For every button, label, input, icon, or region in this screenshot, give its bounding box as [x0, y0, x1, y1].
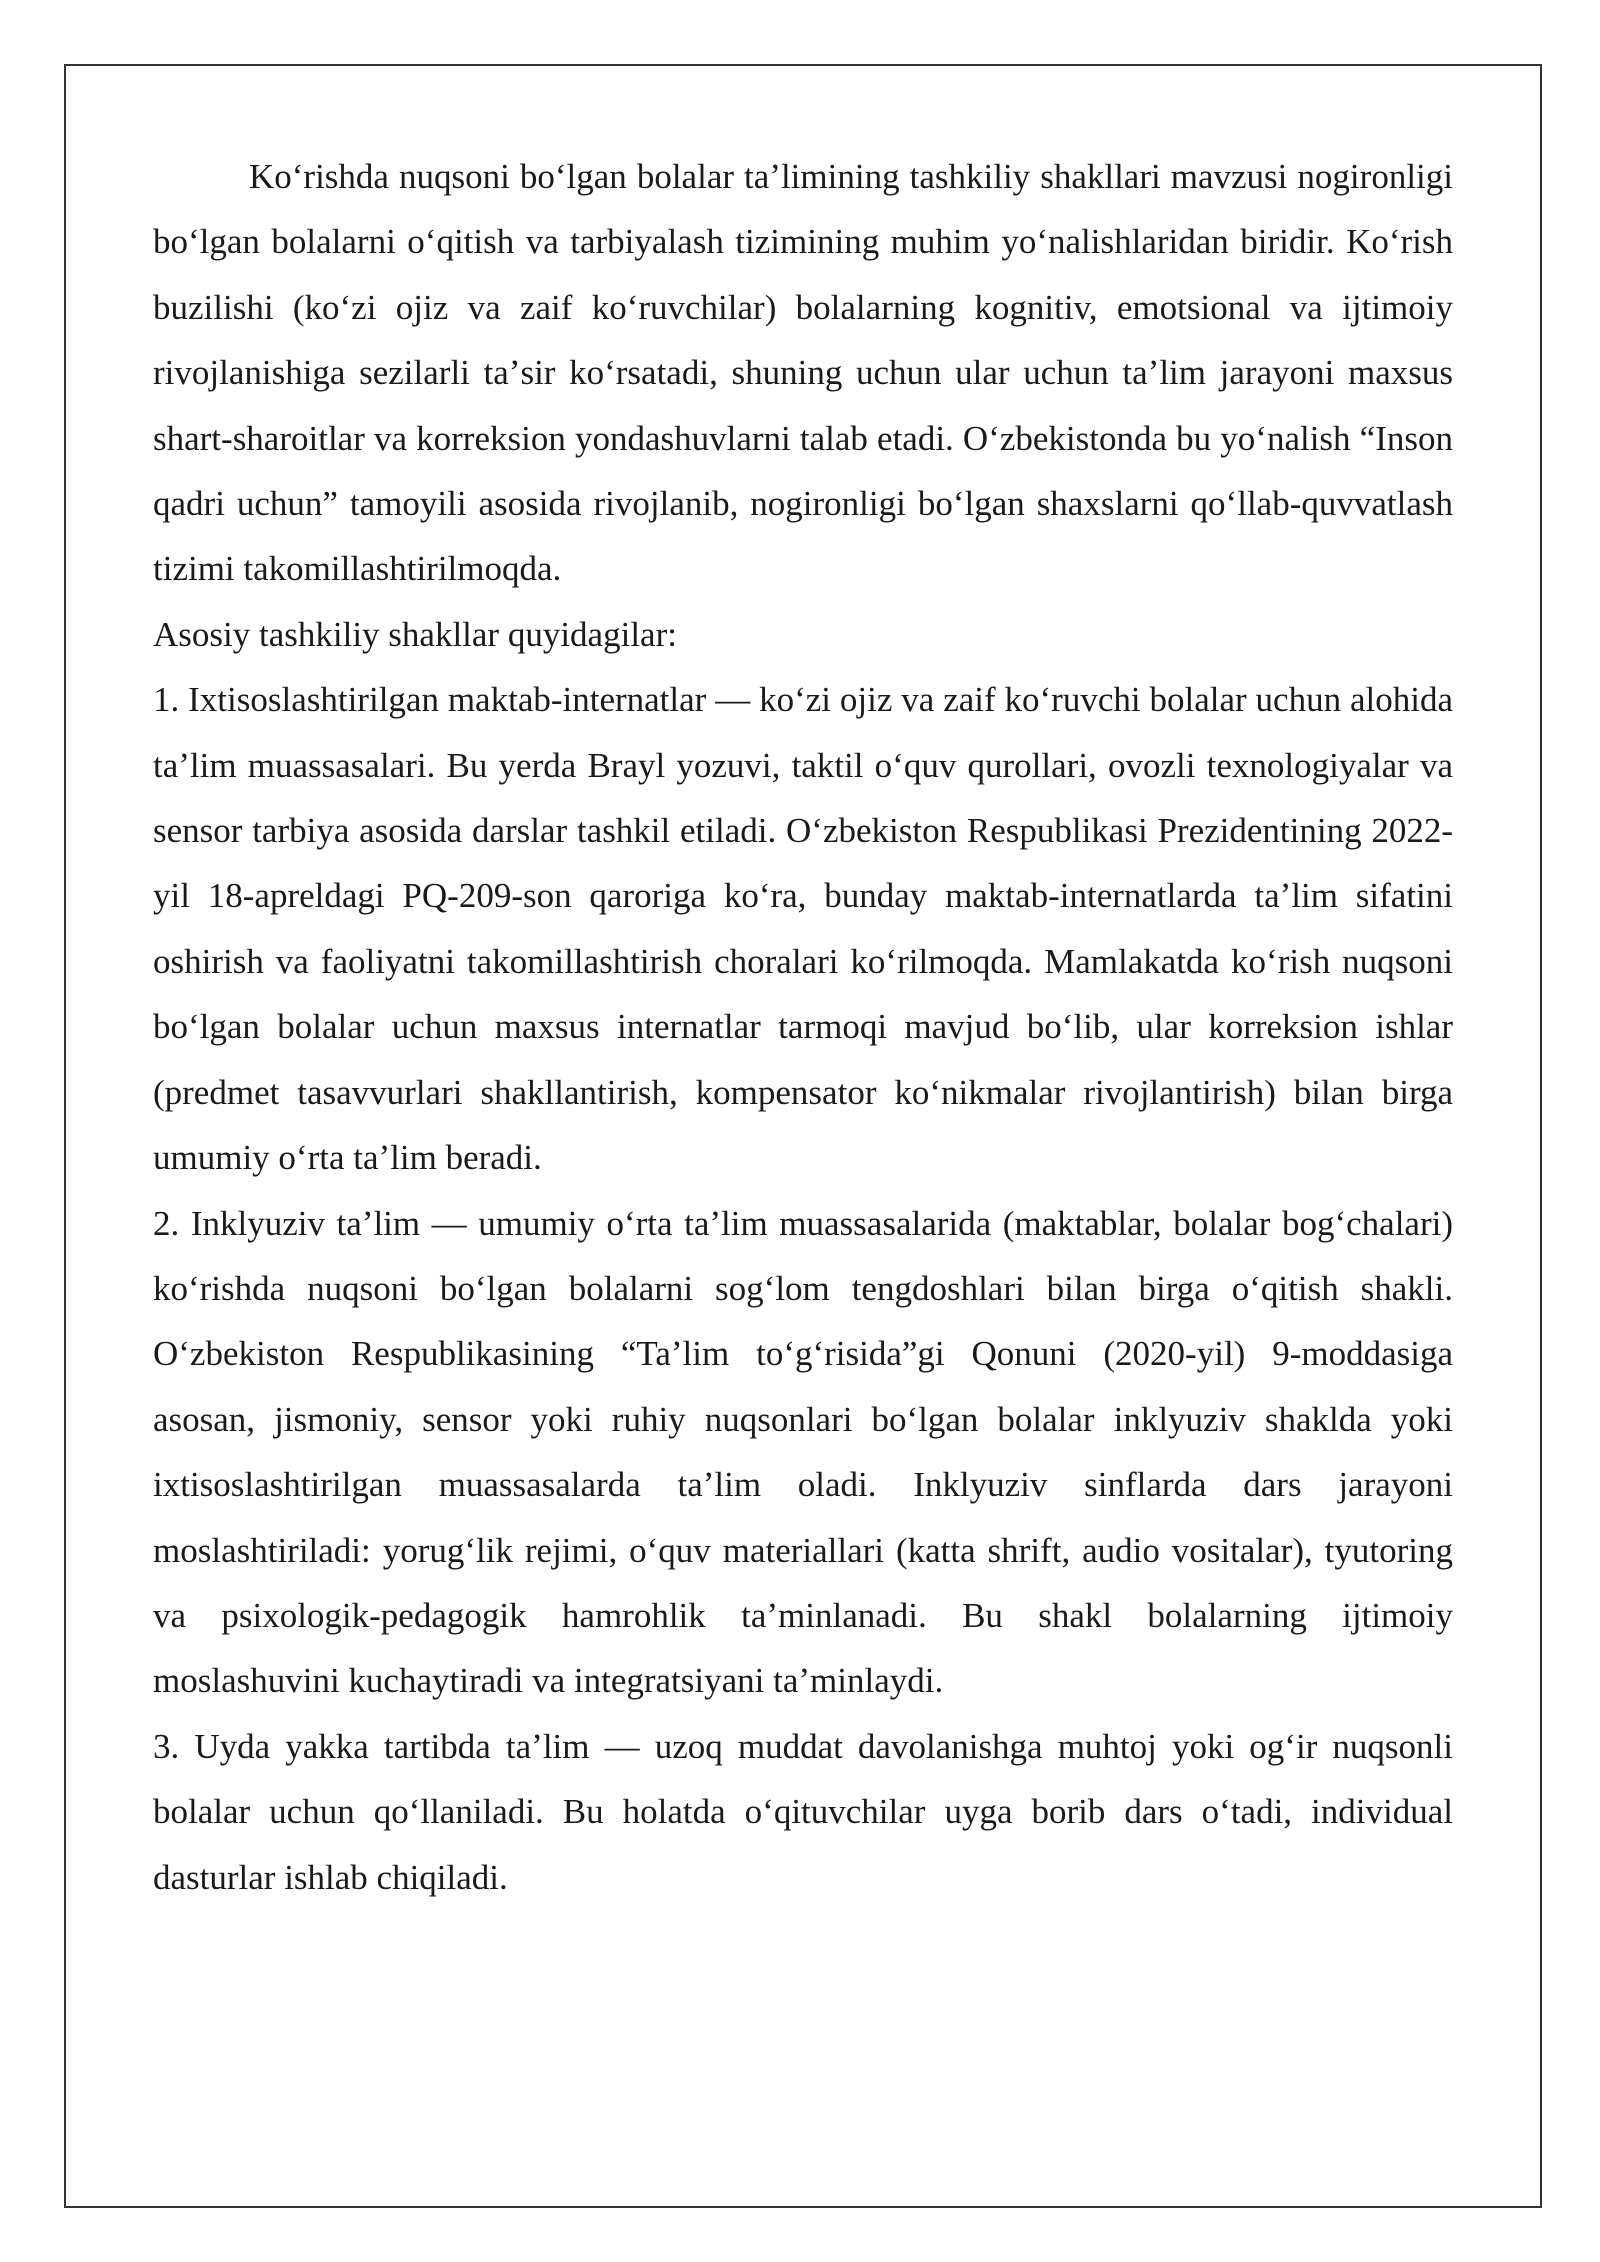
list-item: 2. Inklyuziv taʼlim — umumiy oʻrta taʼlim muassasalarida (maktablar, bolalar bogʻchalari) koʻrishda nuqsoni boʻlgan bolalarni sogʻlom tengdoshlari bilan birga oʻqitish shakli. Oʻzbekiston Respublikasining “Taʼlim toʻgʻrisida”gi Qonuni (2020-yil) 9-moddasiga asosan, jismoniy, sensor yoki ruhiy nuqsonlari boʻlgan bolalar inklyuziv shaklda yoki ixtisoslashtirilgan muassasalarda taʼlim oladi. Inklyuziv sinflarda dars jarayoni moslashtiriladi: yorugʻlik rejimi, oʻquv materiallari (katta shrift, audio vositalar), tyutoring va psixologik-pedagogik hamrohlik taʼminlanadi. Bu shakl bolalarning ijtimoiy moslashuvini kuchaytiradi va integratsiyani taʼminlaydi.: [153, 1203, 1453, 1701]
list-item: 3. Uyda yakka tartibda taʼlim — uzoq muddat davolanishga muhtoj yoki ogʻir nuqsonli bolalar uchun qoʻllaniladi. Bu holatda oʻqituvchilar uyga borib dars oʻtadi, individual dasturlar ishlab chiqiladi.: [153, 1726, 1453, 1897]
document-body: [153, 144, 1453, 1910]
intro-paragraph: Koʻrishda nuqsoni boʻlgan bolalar taʼlimining tashkiliy shakllari mavzusi nogironligi boʻlgan bolalarni oʻqitish va tarbiyalash tizimining muhim yoʻnalishlaridan biridir. Koʻrish buzilishi (koʻzi ojiz va zaif koʻruvchilar) bolalarning kognitiv, emotsional va ijtimoiy rivojlanishiga sezilarli taʼsir koʻrsatadi, shuning uchun ular uchun taʼlim jarayoni maxsus shart-sharoitlar va korreksion yondashuvlarni talab etadi. Oʻzbekistonda bu yoʻnalish “Inson qadri uchun” tamoyili asosida rivojlanib, nogironligi boʻlgan shaxslarni qoʻllab-quvvatlash tizimi takomillashtirilmoqda.: [153, 157, 1453, 589]
list-item: 1. Ixtisoslashtirilgan maktab-internatlar — koʻzi ojiz va zaif koʻruvchi bolalar uchun alohida taʼlim muassasalari. Bu yerda Brayl yozuvi, taktil oʻquv qurollari, ovozli texnologiyalar va sensor tarbiya asosida darslar tashkil etiladi. Oʻzbekiston Respublikasi Prezidentining 2022-yil 18-apreldagi PQ-209-son qaroriga koʻra, bunday maktab-internatlarda taʼlim sifatini oshirish va faoliyatni takomillashtirish choralari koʻrilmoqda. Mamlakatda koʻrish nuqsoni boʻlgan bolalar uchun maxsus internatlar tarmoqi mavjud boʻlib, ular korreksion ishlar (predmet tasavvurlari shakllantirish, kompensator koʻnikmalar rivojlantirish) bilan birga umumiy oʻrta taʼlim beradi.: [153, 680, 1453, 1178]
list-heading: Asosiy tashkiliy shakllar quyidagilar:: [153, 614, 677, 654]
